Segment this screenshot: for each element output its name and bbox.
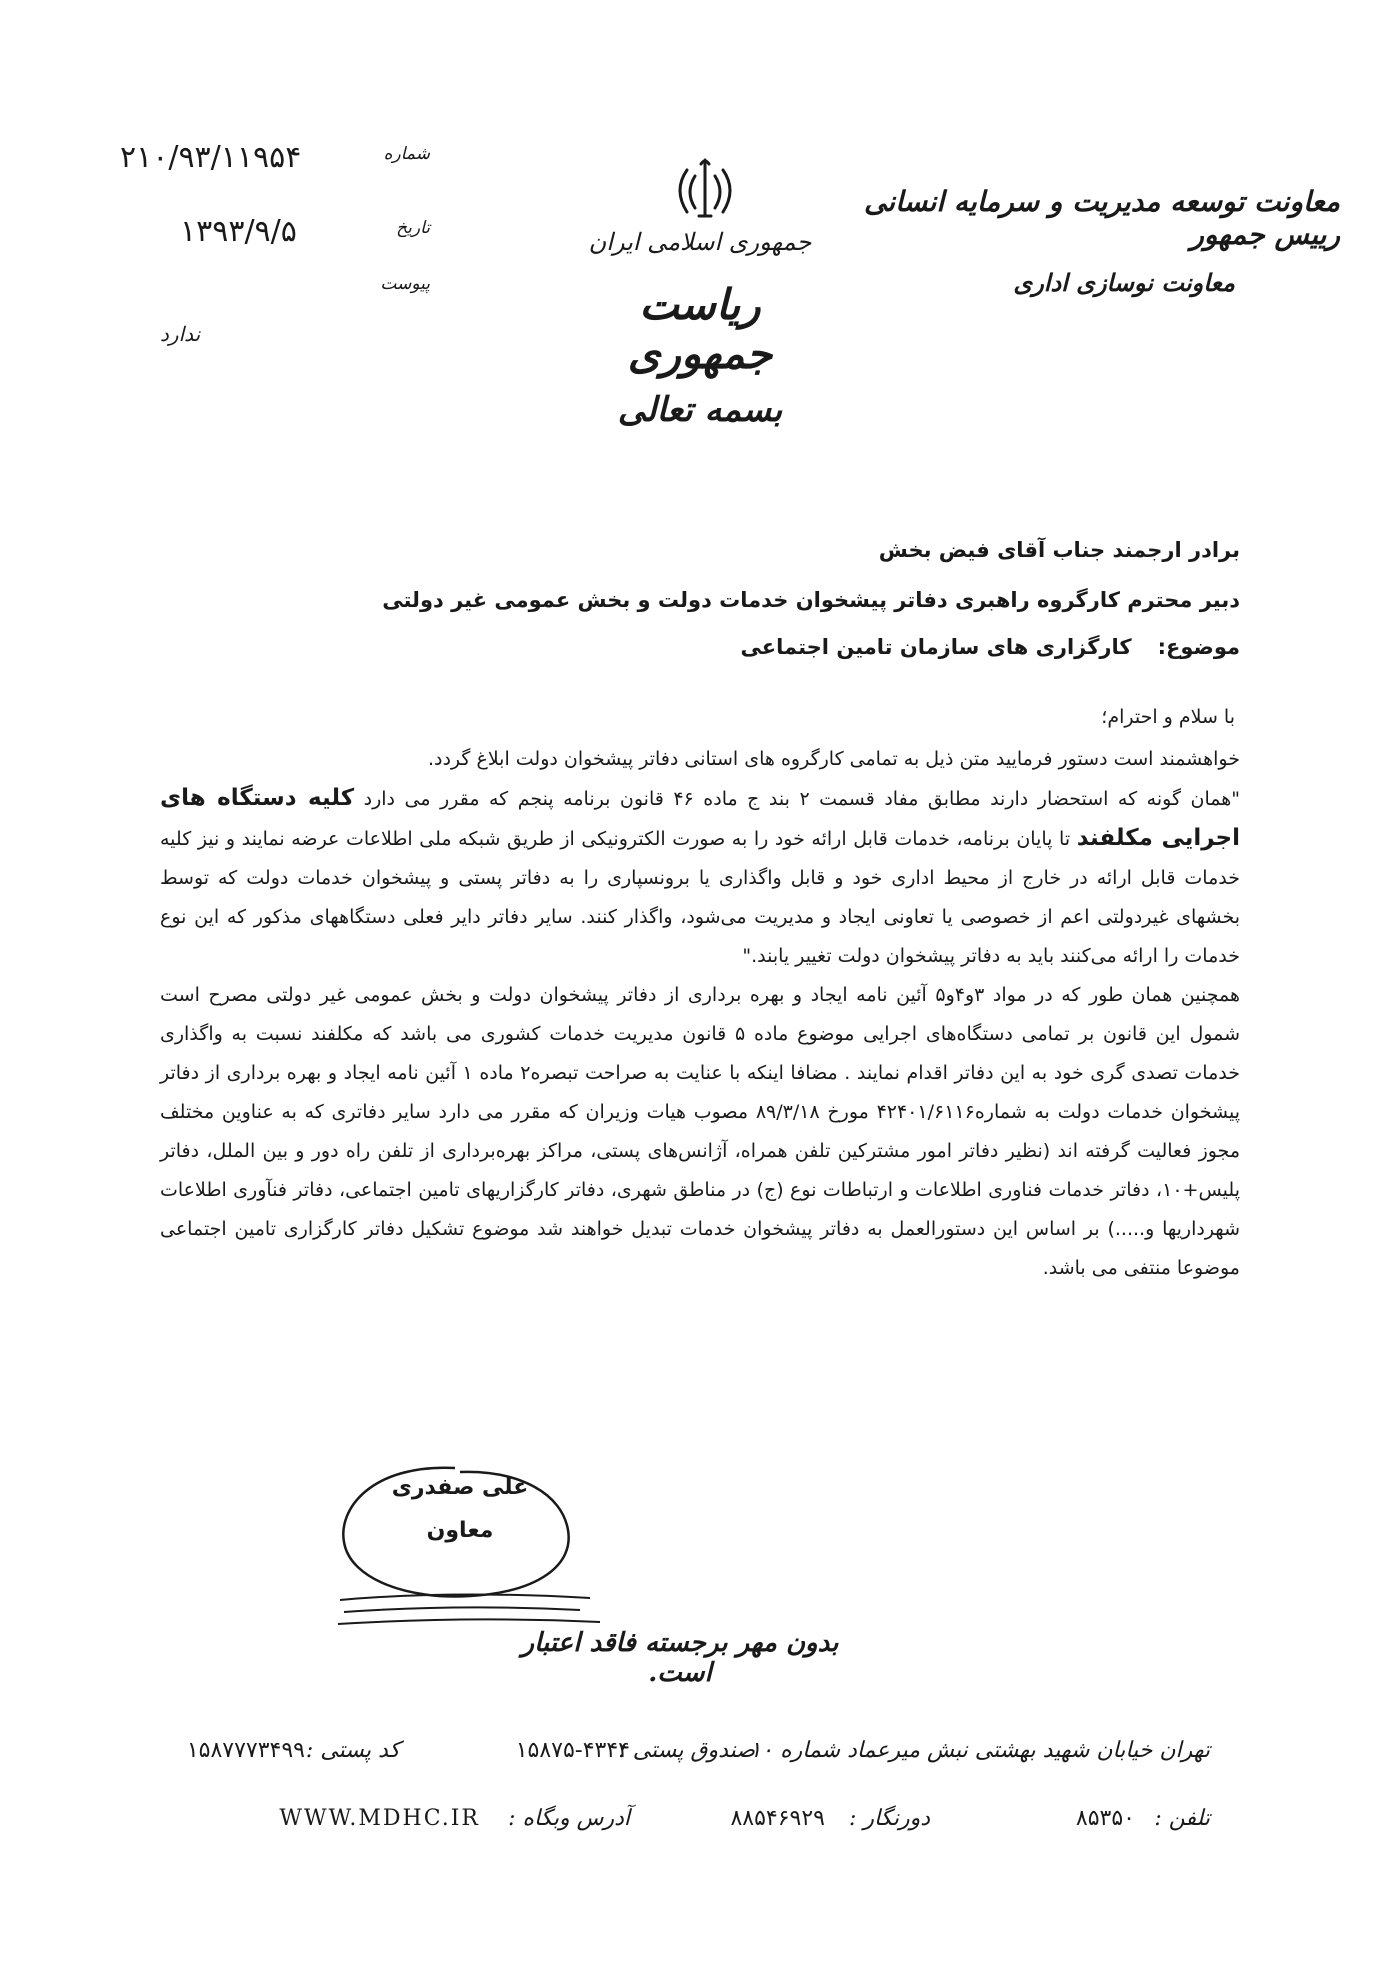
organization-line-2: معاونت نوسازی اداری	[1013, 268, 1235, 297]
organization-line-1: معاونت توسعه مدیریت و سرمایه انسانی رییس جمهور	[863, 185, 1340, 251]
signatory-name: علی صفدری	[391, 1475, 529, 1500]
recipient-name: برادر ارجمند جناب آقای فیض بخش	[878, 538, 1240, 562]
date-label: تاریخ	[396, 218, 430, 238]
paragraph-2	[160, 779, 1240, 976]
number-value: ۲۱۰/۹۳/۱۱۹۵۴	[120, 140, 302, 175]
attachment-row	[100, 270, 430, 332]
attachment-value: ندارد	[160, 322, 201, 346]
bismillah: بسمه تعالی	[617, 390, 783, 430]
salutation: با سلام و احترام؛	[1101, 706, 1235, 728]
attachment-label: پیوست	[380, 274, 430, 294]
phone-value: ۸۵۳۵۰	[1075, 1806, 1135, 1831]
paragraph-2-start: "همان گونه که استحضار دارند مطابق مفاد قسمت ۲ بند ج ماده ۴۶ قانون برنامه پنجم که مقرر می دارد	[363, 788, 1240, 810]
pobox-value: ۱۵۸۷۵-۴۳۴۴	[515, 1738, 630, 1763]
paragraph-2-emphasis: کلیه دستگاه های اجرایی مکلفند	[160, 785, 1241, 851]
subject-value: کارگزاری های سازمان تامین اجتماعی	[740, 635, 1132, 659]
subject-label: موضوع:	[1157, 635, 1240, 659]
postal-label: کد پستی :	[305, 1738, 400, 1763]
letter-meta	[100, 140, 430, 332]
date-row	[100, 214, 430, 276]
phone-label: تلفن :	[1154, 1806, 1210, 1831]
pobox-label: صندوق پستی :	[618, 1738, 755, 1763]
country-name: جمهوری اسلامی ایران	[588, 228, 812, 256]
letter-body	[160, 740, 1240, 1288]
presidency-title: ریاست جمهوری	[627, 280, 773, 378]
paragraph-3: همچنین همان طور که در مواد ۳و۴و۵ آئین نامه ایجاد و بهره برداری از دفاتر پیشخوان دولت و بخش عمومی غیر دولتی مصرح است شمول این قانون بر تمامی دستگاه‌های اجرایی موضوع ماده ۵ قانون مدیریت خدمات کشوری می باشد که مکلفند نسبت به واگذاری خدمات تصدی گری خود به این دفاتر اقدام نمایند . مضافا اینکه با عنایت به صراحت تبصره۲ ماده ۱ آئین نامه ایجاد و بهره برداری از دفاتر پیشخوان خدمات دولت به شماره۴۲۴۰۱/۶۱۱۶ مورخ ۸۹/۳/۱۸ مصوب هیات وزیران که مقرر می دارد سایر دفاتری که به عناوین مختلف مجوز فعالیت گرفته اند (نظیر دفاتر امور مشترکین تلفن همراه، آژانس‌های پستی، مراکز بهره‌برداری از تلفن راه دور و بین الملل، دفاتر پلیس+۱۰، دفاتر خدمات فناوری اطلاعات و ارتباطات نوع (ج) در مناطق شهری، دفاتر کارگزاریهای تامین اجتماعی، دفاتر فنآوری اطلاعات شهرداریها و.....) بر اساس این دستورالعمل به دفاتر پیشخوان خدمات تبدیل خواهند شد موضوع تشکیل دفاتر کارگزاری تامین اجتماعی موضوعا منتفی می باشد.	[160, 984, 1240, 1279]
number-label: شماره	[383, 144, 430, 164]
recipient-title: دبیر محترم کارگروه راهبری دفاتر پیشخوان خدمات دولت و بخش عمومی غیر دولتی	[382, 588, 1240, 612]
stamp-validity-note: بدون مهر برجسته فاقد اعتبار است.	[521, 1628, 839, 1688]
postal-value: ۱۵۸۷۷۷۳۴۹۹	[186, 1738, 305, 1763]
paragraph-2-rest: تا پایان برنامه، خدمات قابل ارائه خود را به صورت الکترونیکی از طریق شبکه ملی اطلاعات عرضه نمایند و نیز کلیه خدمات قابل ارائه در خارج از محیط اداری خود و قابل واگذاری یا برونسپاری را به دفاتر پستی و پیشخوان خدمات دولت که توسط بخشهای غیردولتی اعم از خصوصی یا تعاونی ایجاد و مدیریت می‌شود، واگذار کنند. سایر دفاتر دایر فعلی دستگاههای مذکور که این نوع خدمات را ارائه می‌کنند باید به دفاتر پیشخوان دولت تغییر یابند."	[160, 828, 1240, 967]
number-row	[100, 140, 430, 202]
fax-label: دورنگار :	[848, 1806, 930, 1831]
website-label: آدرس وبگاه :	[508, 1806, 630, 1831]
signatory-title: معاون	[426, 1518, 494, 1543]
website-url[interactable]: WWW.MDHC.IR	[279, 1806, 480, 1831]
iran-emblem-icon	[665, 150, 745, 230]
footer-address: تهران خیابان شهید بهشتی نبش میرعماد شماره ۱۰	[749, 1738, 1210, 1763]
fax-value: ۸۸۵۴۶۹۲۹	[730, 1806, 825, 1831]
subject-line	[340, 635, 1240, 659]
date-value: ۱۳۹۳/۹/۵	[180, 214, 297, 249]
paragraph-1: خواهشمند است دستور فرمایید متن ذیل به تمامی کارگروه های استانی دفاتر پیشخوان دولت ابلاغ گردد.	[427, 748, 1240, 770]
